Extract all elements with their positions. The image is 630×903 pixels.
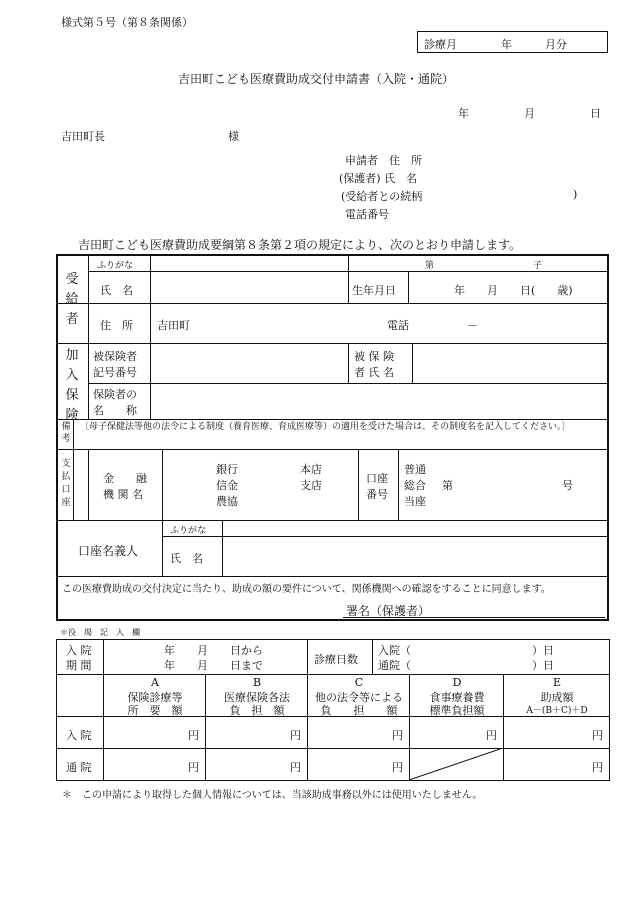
applicant-relation-close: ) [573,188,578,201]
remarks-side-label: 備考 [61,422,71,444]
col-d-letter: D [452,676,462,689]
recipient-address-label: 住 所 [100,319,133,332]
insurer-name-label-1: 保険者の [93,388,137,401]
birthdate-label: 生年月日 [352,284,396,297]
insured-name-label-1: 被 保 険 [354,350,394,363]
period-label-2: 期 間 [66,659,92,672]
col-a-label-2: 所 要 額 [127,704,183,717]
clinic-month-label: 診療月 年 月分 [424,38,567,51]
consent-statement: この医療費助成の交付決定に当たり、助成の額の要件について、関係機関への確認をすることに同意します。 [62,584,551,595]
in-d-yen[interactable]: 円 [486,729,497,742]
bank-type-bank[interactable]: 銀行 [216,463,238,476]
recipient-side-label: 受給者 [65,272,79,327]
remarks-text[interactable]: 〔母子保健法等他の法令による制度（養育医療、育成医療等）の適用を受けた場合は、その制度名を記入してください。〕 [80,422,571,432]
recipient-furigana-label: ふりがな [97,261,134,271]
inpatient-days[interactable]: 入院（ ）日 [378,644,554,657]
in-e-yen[interactable]: 円 [592,729,603,742]
account-no-suffix: 号 [562,479,573,492]
form-number: 様式第５号（第８条関係） [61,16,193,29]
col-e-letter: E [552,676,562,689]
period-to[interactable]: 年 月 日まで [164,659,263,672]
account-no-prefix: 第 [442,479,453,492]
account-type-checking[interactable]: 当座 [404,495,426,508]
application-date[interactable]: 年 月 日 [458,107,601,120]
col-a-letter: A [151,676,159,689]
applicant-phone-label: 電話番号 [345,208,389,221]
period-from[interactable]: 年 月 日から [164,644,263,657]
col-a-label-1: 保険診療等 [127,691,183,704]
bank-label-2: 機 関 名 [103,488,143,501]
payment-side-label: 支払口座 [61,459,71,508]
applicant-address-label: 申請者 住 所 [345,154,422,167]
insured-name-field[interactable] [413,344,607,382]
insured-name-label-2: 者 氏 名 [354,366,394,379]
col-b-letter: B [252,676,262,689]
insured-symbol-label-1: 被保険者 [93,350,137,363]
signature-label: 署名（保護者） [346,604,431,618]
out-a-yen[interactable]: 円 [188,761,199,774]
intro-sentence: 吉田町こども医療費助成要綱第８条第２項の規定により、次のとおり申請します。 [78,238,522,252]
col-e-label-2: A－(B＋C)＋D [526,706,588,716]
bank-type-shinkin[interactable]: 信金 [216,479,238,492]
col-e-label-1: 助成額 [540,691,574,704]
out-e-yen[interactable]: 円 [592,761,603,774]
insurer-name-field[interactable] [151,384,607,418]
holder-name-label: 氏 名 [170,552,203,565]
account-no-label-1: 口座 [366,472,388,485]
recipient-address-field[interactable]: 吉田町 [157,319,190,332]
col-c-letter: C [354,676,364,689]
col-b-label-2: 負 担 額 [229,704,285,717]
recipient-phone-label: 電話 [387,319,409,332]
out-d-diagonal [409,748,503,780]
applicant-name-label: (保護者) 氏 名 [339,172,418,185]
outpatient-days[interactable]: 通院（ ）日 [378,659,554,672]
insured-symbol-label-2: 記号番号 [93,366,137,379]
applicant-relation-label: (受給者との続柄 [341,190,423,203]
row-inpatient-label: 入 院 [66,729,92,742]
period-label-1: 入 院 [66,644,92,657]
insurance-side-label: 加入保険 [65,348,79,423]
row-outpatient-label: 通 院 [66,761,92,774]
treatment-days-label: 診療日数 [314,653,358,666]
privacy-footnote: ＊ この申請により取得した個人情報については、当該助成事務以外には使用いたしません。 [62,790,483,801]
in-a-yen[interactable]: 円 [188,729,199,742]
account-holder-label: 口座名義人 [78,544,139,558]
addressee: 吉田町長 [61,130,105,143]
col-d-label-1: 食事療養費 [429,691,485,704]
account-type-general[interactable]: 総合 [404,479,426,492]
in-c-yen[interactable]: 円 [392,729,403,742]
bank-label-1: 金 融 [103,472,147,485]
insured-symbol-field[interactable] [151,344,347,382]
bank-type-nokyo[interactable]: 農協 [216,495,238,508]
office-use-title: ＊役 場 記 入 欄 [60,628,140,637]
form-title: 吉田町こども医療費助成交付申請書（入院・通院） [178,72,455,86]
branch-type-head[interactable]: 本店 [300,463,322,476]
clinic-month-box[interactable] [417,31,608,53]
recipient-name-label: 氏 名 [100,284,133,297]
col-c-label-1: 他の法令等による [315,691,403,704]
holder-furigana-label: ふりがな [170,526,207,536]
addressee-sama: 様 [228,130,239,143]
in-b-yen[interactable]: 円 [290,729,301,742]
signature-line[interactable] [343,617,605,618]
recipient-name-field[interactable] [151,272,347,303]
recipient-phone-dash[interactable]: － [467,319,478,332]
account-no-label-2: 番号 [366,488,388,501]
birth-order[interactable]: 第 子 [425,261,543,271]
birthdate-field[interactable]: 年 月 日( 歳) [454,284,573,297]
insurer-name-label-2: 名 称 [93,404,137,417]
out-c-yen[interactable]: 円 [392,761,403,774]
col-d-label-2: 標準負担額 [429,704,485,717]
col-c-label-2: 負 担 額 [320,704,398,717]
out-b-yen[interactable]: 円 [290,761,301,774]
account-type-savings[interactable]: 普通 [404,463,426,476]
branch-type-branch[interactable]: 支店 [300,479,322,492]
holder-name-field[interactable] [223,537,607,575]
col-b-label-1: 医療保険各法 [224,691,290,704]
